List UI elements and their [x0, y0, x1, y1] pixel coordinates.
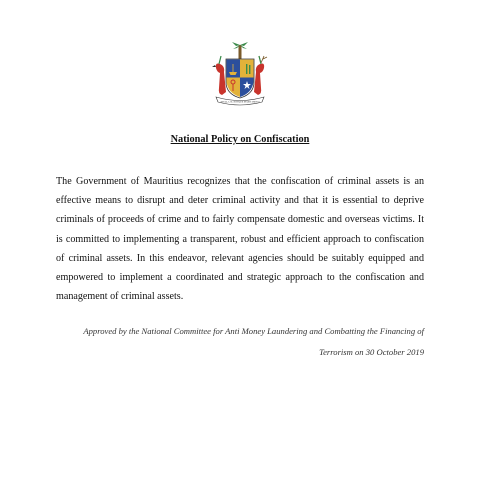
- policy-body: The Government of Mauritius recognizes that the confiscation of criminal assets is an effective means to disrupt and deter criminal activity and that it is essential to deprive criminals of proceeds of crime and to fairly compensate domestic and overseas victims. It is committed to implementing a transparent, robust and efficient approach to confiscation of criminal assets. In this endeavor, relevant agencies should be suitably equipped and empowered to implement a coordinated and strategic approach to the confiscation and management of criminal assets.: [56, 176, 424, 303]
- document-title: National Policy on Confiscation: [170, 134, 310, 145]
- crest-motto: STELLA CLAVISQUE MARIS INDICI: [220, 100, 260, 104]
- approval-note: Approved by the National Committee for Anti Money Laundering and Combatting the Financing of Terrorism on 30 October 2019: [83, 326, 424, 357]
- coat-of-arms-icon: [206, 42, 274, 106]
